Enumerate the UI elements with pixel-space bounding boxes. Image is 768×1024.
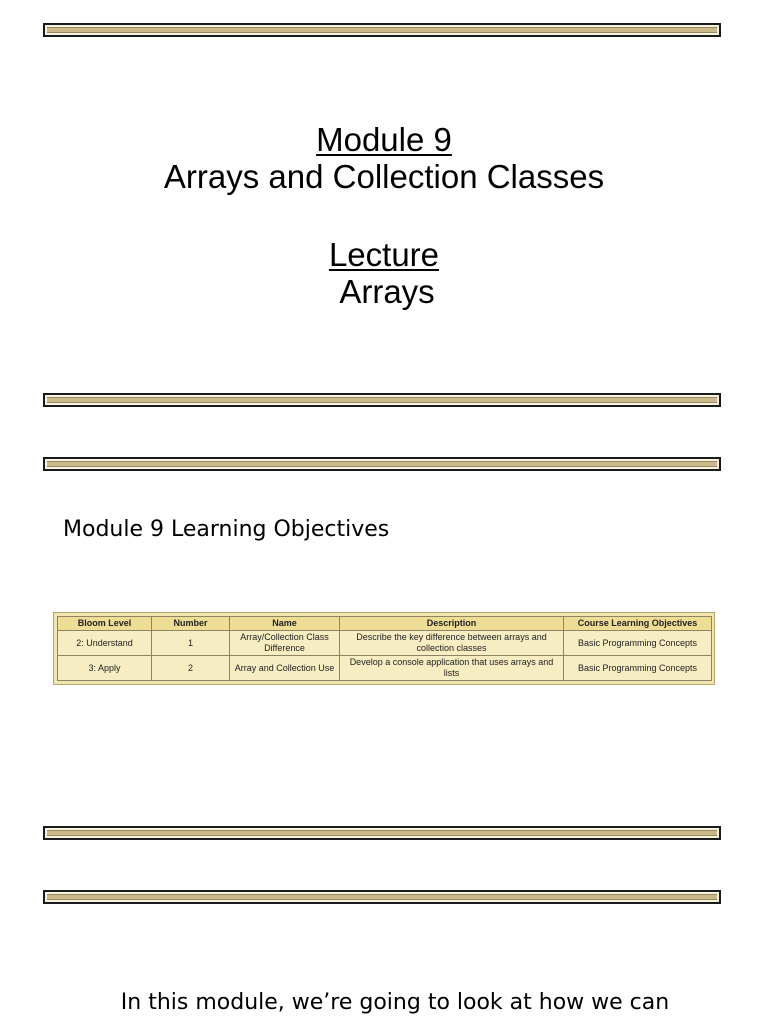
column-header: Number (152, 617, 230, 631)
table-cell: Array/Collection Class Difference (230, 631, 340, 656)
intro-text: In this module, we’re going to look at how we can (120, 990, 670, 1015)
lecture-title: Arrays (339, 273, 435, 310)
module-title: Arrays and Collection Classes (163, 158, 605, 195)
slide-title: Module 9 Learning Objectives (63, 517, 390, 542)
slide-divider-top (43, 457, 721, 471)
module-heading-text: Module 9 (316, 121, 452, 158)
lecture-heading (0, 236, 768, 274)
table-cell: 3: Apply (58, 656, 152, 681)
module-heading (0, 121, 768, 159)
table-cell: Basic Programming Concepts (564, 631, 712, 656)
slide-divider-bottom (43, 393, 721, 407)
column-header: Bloom Level (58, 617, 152, 631)
table-cell: Basic Programming Concepts (564, 656, 712, 681)
table-cell: 1 (152, 631, 230, 656)
column-header: Name (230, 617, 340, 631)
table-cell: Develop a console application that uses arrays and lists (340, 656, 564, 681)
learning-objectives-table (53, 612, 715, 685)
table-row (58, 631, 712, 656)
slide-divider-top (43, 890, 721, 904)
column-header: Description (340, 617, 564, 631)
table-cell: Describe the key difference between arrays and collection classes (340, 631, 564, 656)
table-cell: Array and Collection Use (230, 656, 340, 681)
table-row (58, 656, 712, 681)
lecture-heading-text: Lecture (328, 236, 440, 273)
slide-divider-top (43, 23, 721, 37)
column-header: Course Learning Objectives (564, 617, 712, 631)
table-cell: 2 (152, 656, 230, 681)
table-cell: 2: Understand (58, 631, 152, 656)
slide-divider-bottom (43, 826, 721, 840)
table-header-row (58, 617, 712, 631)
